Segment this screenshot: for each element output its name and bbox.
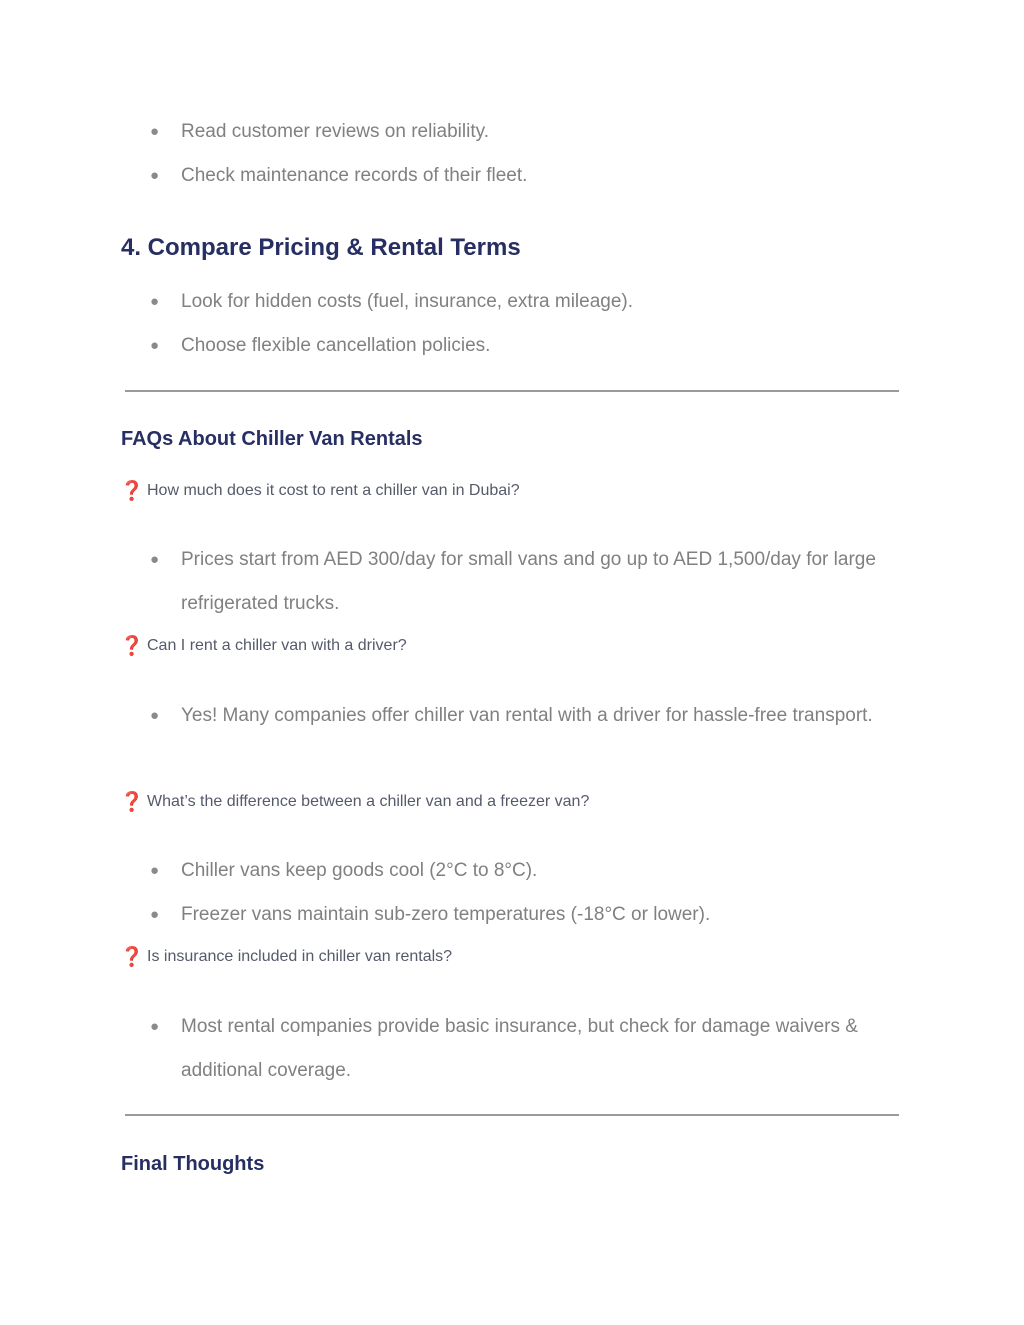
bullet-icon: ● [150, 1018, 160, 1035]
list-item-text: Look for hidden costs (fuel, insurance, extra mileage). [181, 291, 634, 312]
bullet-icon: ● [150, 551, 160, 568]
question-mark-icon: ❓ [120, 946, 144, 968]
question-mark-icon: ❓ [120, 480, 144, 502]
bullet-icon: ● [150, 167, 160, 184]
horizontal-divider [125, 390, 899, 392]
faq-question-text: Can I rent a chiller van with a driver? [147, 637, 407, 654]
bullet-icon: ● [150, 123, 160, 140]
faq-answer: Most rental companies provide basic insurance, but check for damage waivers & additional coverage. [181, 1016, 858, 1081]
faq-question [120, 480, 520, 502]
faq-question [120, 791, 589, 813]
faq-question-text: Is insurance included in chiller van rentals? [147, 948, 453, 965]
section-heading: 4. Compare Pricing & Rental Terms [121, 234, 521, 261]
horizontal-divider [125, 1114, 899, 1116]
list-item-text: Read customer reviews on reliability. [181, 121, 489, 142]
bullet-icon: ● [150, 906, 160, 923]
faq-question-text: How much does it cost to rent a chiller van in Dubai? [147, 482, 520, 499]
faq-question [120, 946, 452, 968]
bullet-icon: ● [150, 293, 160, 310]
bullet-icon: ● [150, 707, 160, 724]
question-mark-icon: ❓ [120, 791, 144, 813]
faq-answer: Prices start from AED 300/day for small vans and go up to AED 1,500/day for large refrigerated trucks. [181, 549, 876, 614]
question-mark-icon: ❓ [120, 635, 144, 657]
faq-question [120, 635, 407, 657]
list-item-text: Choose flexible cancellation policies. [181, 335, 491, 356]
final-thoughts-heading: Final Thoughts [121, 1153, 265, 1175]
list-item-text: Check maintenance records of their fleet. [181, 165, 528, 186]
faq-question-text: What’s the difference between a chiller van and a freezer van? [147, 793, 590, 810]
faq-answer: Chiller vans keep goods cool (2°C to 8°C). [181, 860, 538, 881]
faq-answer: Yes! Many companies offer chiller van rental with a driver for hassle-free transport. [181, 705, 873, 726]
bullet-icon: ● [150, 862, 160, 879]
bullet-icon: ● [150, 337, 160, 354]
faq-heading: FAQs About Chiller Van Rentals [121, 428, 423, 450]
faq-answer: Freezer vans maintain sub-zero temperatures (-18°C or lower). [181, 904, 711, 925]
